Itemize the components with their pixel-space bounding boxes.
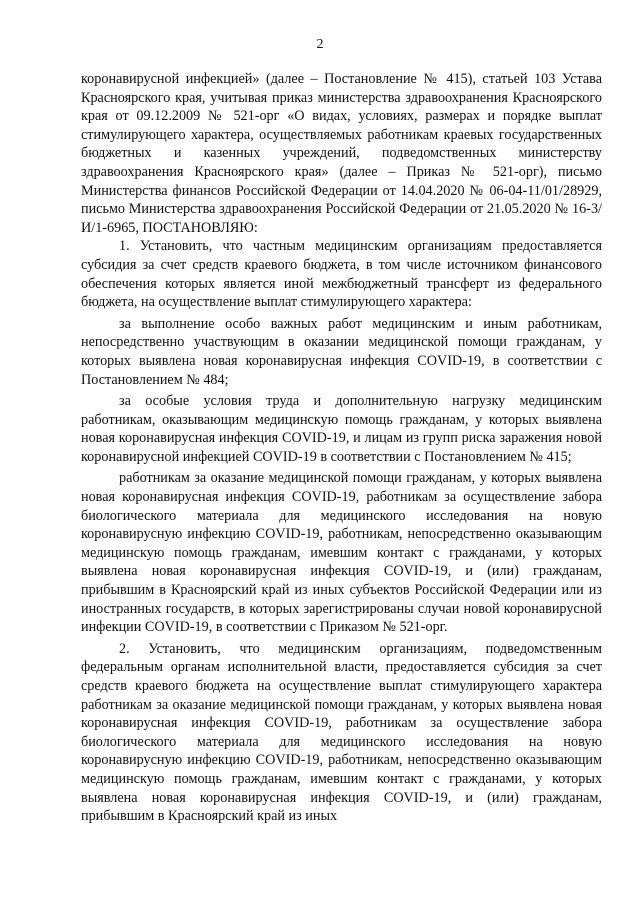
paragraph-clause-1-item-3: работникам за оказание медицинской помощи гражданам, у которых выявлена новая коронавирусная инфекция COVID-19, работникам за осуществление забора биологического материала для медицинского исследования на новую коронавирусную инфекцию COVID-19, работникам, непосредственно оказывающим медицинскую помощь гражданам, имевшим контакт с гражданами, у которых выявлена новая коронавирусная инфекция COVID-19, и (или) гражданам, прибывшим в Красноярский край из иных субъектов Российской Федерации или из иностранных государств, в которых зарегистрированы случаи новой коронавирусной инфекции COVID-19, в соответствии с Приказом № 521-орг. (81, 470, 602, 636)
paragraph-clause-2: 2. Установить, что медицинским организациям, подведомственным федеральным органам исполнительной власти, предоставляется субсидия за счет средств краевого бюджета на осуществление выплат стимулирующего характера работникам за оказание медицинской помощи гражданам, у которых выявлена новая коронавирусная инфекция COVID-19, работникам за осуществление забора биологического материала для медицинского исследования на новую коронавирусную инфекцию COVID-19, работникам, непосредственно оказывающим медицинскую помощь гражданам, имевшим контакт с гражданами, у которых выявлена новая коронавирусная инфекция COVID-19, и (или) гражданам, прибывшим в Красноярский край из иных (81, 640, 602, 825)
page-number: 2 (316, 37, 324, 52)
paragraph-clause-1-item-2: за особые условия труда и дополнительную нагрузку медицинским работникам, оказывающим медицинскую помощь гражданам, у которых выявлена новая коронавирусная инфекция COVID-19, и лицам из групп риска заражения новой коронавирусной инфекцией COVID-19 в соответствии с Постановлением № 415; (81, 393, 602, 465)
paragraph-preamble: коронавирусной инфекцией» (далее – Постановление № 415), статьей 103 Устава Красноярского края, учитывая приказ министерства здравоохранения Красноярского края от 09.12.2009 № 521-орг «О видах, условиях, размерах и порядке выплат стимулирующего характера, осуществляемых работникам краевых государственных бюджетных и казенных учреждений, подведомственных министерству здравоохранения Красноярского края» (далее – Приказ № 521-орг), письмо Министерства финансов Российской Федерации от 14.04.2020 № 06-04-11/01/28929, письмо Министерства здравоохранения Российской Федерации от 21.05.2020 № 16-3/И/1-6965, ПОСТАНОВЛЯЮ: (81, 71, 602, 236)
paragraph-clause-1-item-1: за выполнение особо важных работ медицинским и иным работникам, непосредственно участвующим в оказании медицинской помощи гражданам, у которых выявлена новая коронавирусная инфекция COVID-19, в соответствии с Постановлением № 484; (81, 315, 602, 388)
paragraph-clause-1: 1. Установить, что частным медицинским организациям предоставляется субсидия за счет средств краевого бюджета, в том числе источником финансового обеспечения которых является иной межбюджетный трансферт из федерального бюджета, на осуществление выплат стимулирующего характера: (81, 238, 602, 311)
document-body (81, 70, 602, 826)
